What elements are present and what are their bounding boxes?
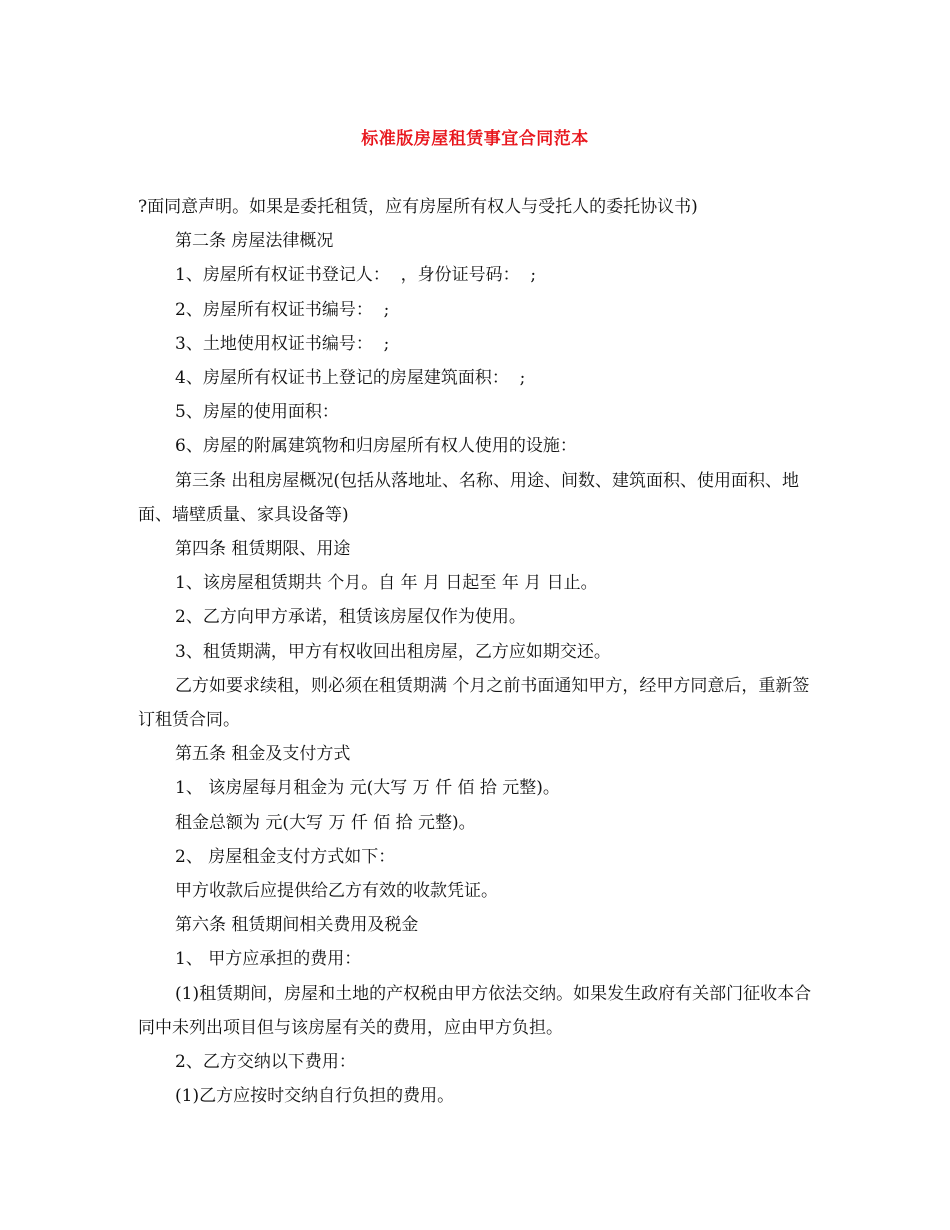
paragraph: 1、房屋所有权证书登记人： ，身份证号码： ;	[175, 265, 537, 286]
paragraph: ?面同意声明。如果是委托租赁，应有房屋所有权人与受托人的委托协议书)	[138, 197, 698, 217]
paragraph: 1、该房屋租赁期共 个月。自 年 月 日起至 年 月 日止。	[175, 573, 598, 594]
section-heading: 第四条 租赁期限、用途	[175, 539, 351, 560]
document-title: 标准版房屋租赁事宜合同范本	[361, 129, 589, 149]
paragraph: 2、乙方交纳以下费用：	[175, 1052, 356, 1073]
paragraph: 1、 该房屋每月租金为 元(大写 万 仟 佰 拾 元整)。	[175, 778, 560, 799]
paragraph: 2、乙方向甲方承诺，租赁该房屋仅作为使用。	[175, 607, 526, 628]
paragraph: 租金总额为 元(大写 万 仟 佰 拾 元整)。	[175, 812, 476, 833]
paragraph: 2、 房屋租金支付方式如下：	[175, 846, 396, 867]
paragraph: 3、土地使用权证书编号： ;	[175, 333, 390, 354]
paragraph: 3、租赁期满，甲方有权收回出租房屋，乙方应如期交还。	[175, 641, 611, 662]
paragraph: (1)乙方应按时交纳自行负担的费用。	[175, 1086, 455, 1107]
section-heading: 第五条 租金及支付方式	[175, 744, 351, 765]
section-heading: 第六条 租赁期间相关费用及税金	[175, 915, 419, 936]
paragraph: 4、房屋所有权证书上登记的房屋建筑面积： ;	[175, 368, 526, 389]
document-body	[138, 190, 818, 1113]
paragraph: 6、房屋的附属建筑物和归房屋所有权人使用的设施：	[175, 436, 577, 457]
paragraph: 2、房屋所有权证书编号： ;	[175, 299, 390, 320]
section-heading: 第二条 房屋法律概况	[175, 231, 334, 252]
section-heading: 第三条 出租房屋概况(包括从落地址、名称、用途、间数、建筑面积、使用面积、地面、墙壁质量、家具设备等)	[138, 470, 800, 525]
paragraph: 5、房屋的使用面积：	[175, 402, 339, 423]
paragraph: 甲方收款后应提供给乙方有效的收款凭证。	[175, 881, 498, 902]
paragraph: 乙方如要求续租，则必须在租赁期满 个月之前书面通知甲方，经甲方同意后，重新签订租赁合同。	[138, 675, 810, 731]
paragraph: 1、 甲方应承担的费用：	[175, 949, 362, 970]
paragraph: (1)租赁期间，房屋和土地的产权税由甲方依法交纳。如果发生政府有关部门征收本合同中未列出项目但与该房屋有关的费用，应由甲方负担。	[138, 983, 812, 1038]
